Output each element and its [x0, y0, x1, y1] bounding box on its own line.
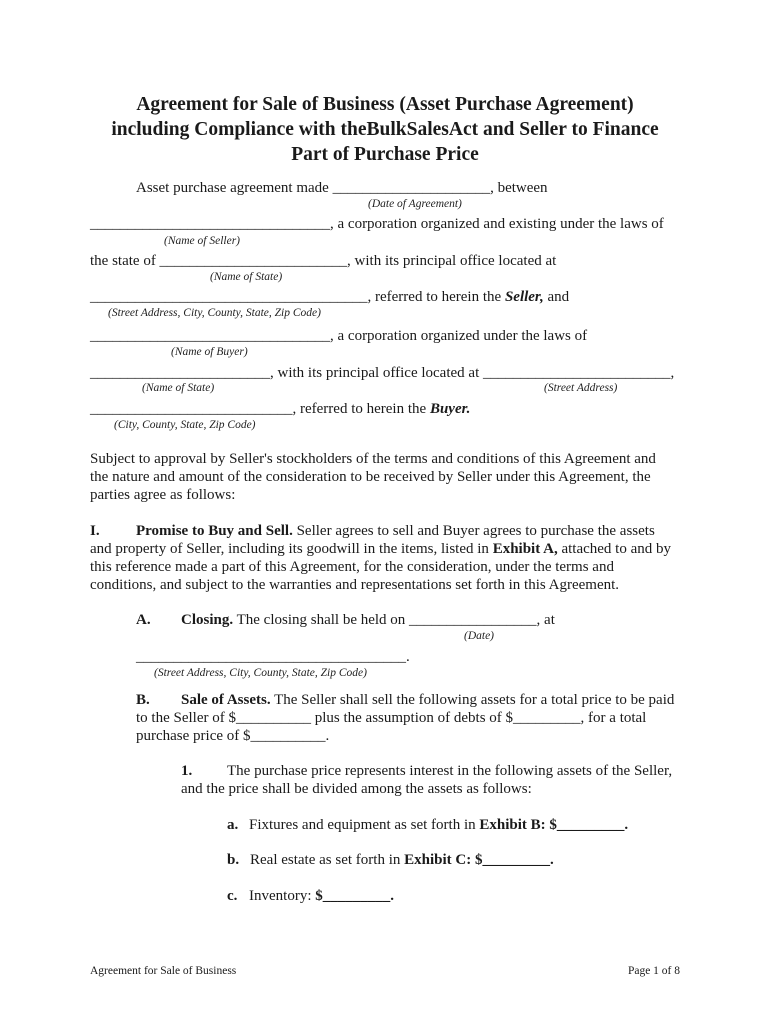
buyer-term: Buyer. [429, 401, 471, 417]
caption-seller-address: (Street Address, City, County, State, Zip Code) [108, 307, 321, 319]
closing-address-line: ____________________________________. [136, 649, 410, 665]
caption-date-of-agreement: (Date of Agreement) [368, 198, 462, 210]
caption-buyer-state: (Name of State) [142, 382, 215, 394]
intro-line-4-end: and [543, 289, 570, 305]
section-1 [90, 522, 671, 594]
item-c-amount: $_________. [315, 888, 394, 904]
intro-line-3: the state of _________________________, with its principal office located at [90, 253, 557, 269]
title-line-3: Part of Purchase Price [291, 144, 479, 165]
exhibit-a-ref: Exhibit A, [492, 541, 558, 557]
item-b-amount: Exhibit C: $_________. [404, 852, 554, 868]
section-1-heading: Promise to Buy and Sell. [136, 523, 293, 539]
intro-line-2: ________________________________, a corporation organized and existing under the laws of [90, 216, 664, 232]
closing-text: The closing shall be held on _________________, at [233, 612, 555, 628]
intro-line-7-text: ___________________________, referred to herein the [90, 401, 430, 417]
title-line-1: Agreement for Sale of Business (Asset Purchase Agreement) [136, 94, 634, 115]
item-a [227, 816, 628, 834]
caption-name-of-buyer: (Name of Buyer) [171, 346, 248, 358]
intro-line-4 [90, 288, 569, 306]
intro-line-7 [90, 400, 470, 418]
item-b-letter: b. [227, 852, 240, 868]
section-1-number: I. [90, 523, 100, 539]
item-a-amount: Exhibit B: $_________. [479, 817, 629, 833]
section-1-line-4: conditions, and subject to the warranties and representations set forth in this Agreement. [90, 577, 620, 593]
item-c-text: Inventory: [249, 888, 316, 904]
section-b-line-1 [136, 691, 674, 709]
caption-name-of-seller: (Name of Seller) [164, 235, 241, 247]
sale-of-assets-heading: Sale of Assets. [181, 692, 271, 708]
section-1-line-2-end: attached to and by [557, 541, 672, 557]
page-number: Page 1 of 8 [627, 965, 680, 977]
caption-buyer-city: (City, County, State, Zip Code) [114, 419, 256, 431]
caption-name-of-state: (Name of State) [210, 271, 283, 283]
item-1-text: The purchase price represents interest in the following assets of the Seller, [227, 763, 673, 779]
item-1-line-2: and the price shall be divided among the assets as follows: [181, 781, 532, 797]
caption-closing-address: (Street Address, City, County, State, Zip Code) [154, 667, 367, 679]
intro-line-4-text: _____________________________________, referred to herein the [90, 289, 505, 305]
document-title [60, 92, 710, 167]
item-c [227, 887, 394, 905]
caption-street-address: (Street Address) [544, 382, 618, 394]
section-1-text: Seller agrees to sell and Buyer agrees to purchase the assets [292, 523, 655, 539]
section-b-line-2: to the Seller of $__________ plus the assumption of debts of $_________, for a total [136, 710, 647, 726]
seller-term: Seller, [504, 289, 544, 305]
section-b-line-3: purchase price of $__________. [136, 728, 330, 744]
item-a-letter: a. [227, 817, 239, 833]
subject-line-3: parties agree as follows: [90, 487, 236, 503]
caption-date: (Date) [464, 630, 495, 642]
subject-line-2: the nature and amount of the consideration to be received by Seller under this Agreement, the [90, 469, 651, 485]
section-1-line-2-text: and property of Seller, including its goodwill in the items, listed in [90, 541, 493, 557]
section-b-number: B. [136, 692, 150, 708]
subject-paragraph [90, 450, 656, 504]
item-b [227, 851, 554, 869]
section-1-line-1 [90, 522, 671, 540]
item-1-number: 1. [181, 763, 193, 779]
closing-heading: Closing. [181, 612, 234, 628]
section-a-number: A. [136, 612, 151, 628]
intro-line-5: ________________________________, a corporation organized under the laws of [90, 328, 588, 344]
item-a-text: Fixtures and equipment as set forth in [249, 817, 480, 833]
intro-line-1: Asset purchase agreement made _____________________, between [136, 180, 548, 196]
intro-line-6: ________________________, with its principal office located at _________________________, [90, 365, 675, 381]
section-1-line-2 [90, 540, 671, 558]
item-b-text: Real estate as set forth in [250, 852, 405, 868]
title-line-2: including Compliance with theBulkSalesAct and Seller to Finance [111, 119, 659, 140]
section-1-line-3: this reference made a part of this Agreement, for the consideration, under the terms and [90, 559, 614, 575]
footer-title: Agreement for Sale of Business [90, 965, 237, 977]
item-1 [181, 762, 672, 798]
item-c-letter: c. [227, 888, 238, 904]
section-b-text: The Seller shall sell the following assets for a total price to be paid [270, 692, 675, 708]
section-a-line [136, 611, 555, 629]
item-1-line-1 [181, 762, 672, 780]
subject-line-1: Subject to approval by Seller's stockholders of the terms and conditions of this Agreement and [90, 451, 656, 467]
section-b [136, 691, 674, 745]
